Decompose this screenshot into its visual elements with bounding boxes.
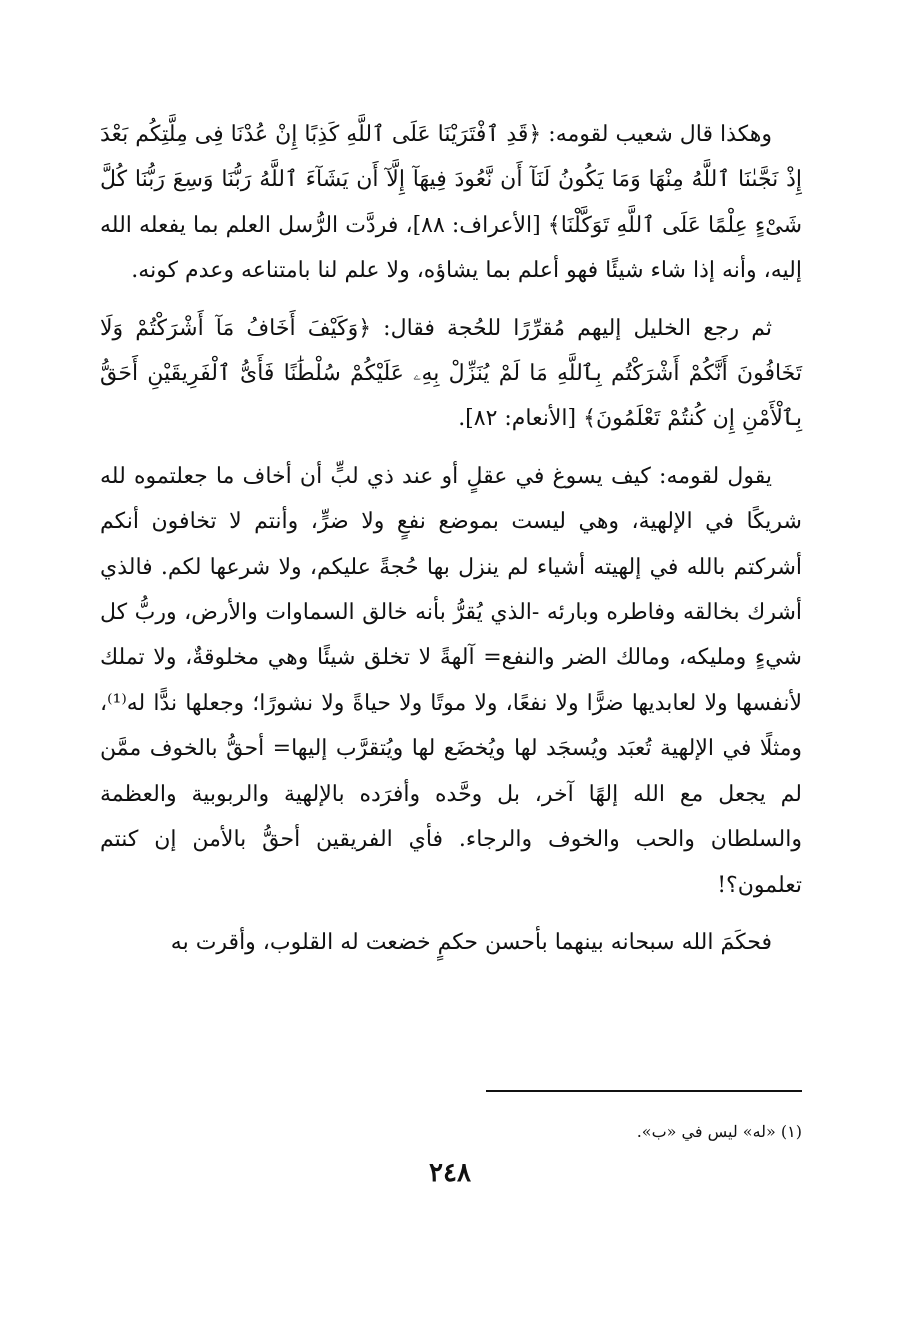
paragraph-shuayb: وهكذا قال شعيب لقومه: ﴿قَدِ ٱفْتَرَيْنَا عَلَى ٱللَّهِ كَذِبًا إِنْ عُدْنَا فِى مِلَّتِكُم بَعْدَ إِذْ نَجَّىٰنَا ٱللَّهُ مِنْهَا وَمَا يَكُونُ لَنَآ أَن نَّعُودَ فِيهَآ إِلَّآ أَن يَشَآءَ ٱللَّهُ رَبُّنَا وَسِعَ رَبُّنَا كُلَّ شَىْءٍ عِلْمًا عَلَى ٱللَّهِ تَوَكَّلْنَا﴾ [الأعراف: ٨٨]، فردَّت الرُّسل العلم بما يفعله الله إليه، وأنه إذا شاء شيئًا فهو أعلم بما يشاؤه، ولا علم لنا بامتناعه وعدم كونه.	[100, 122, 802, 284]
paragraph-judgment: فحكَمَ الله سبحانه بينهما بأحسن حكمٍ خضعت له القلوب، وأقرت به	[170, 929, 772, 955]
page-body	[100, 112, 802, 977]
footnote: (١) «له» ليس في «ب».	[636, 1122, 802, 1141]
footnote-divider	[486, 1090, 802, 1092]
page-number: ٢٤٨	[429, 1158, 471, 1188]
paragraph-khalil: ثم رجع الخليل إليهم مُقرِّرًا للحُجة فقال: ﴿وَكَيْفَ أَخَافُ مَآ أَشْرَكْتُمْ وَلَا تَخَافُونَ أَنَّكُمْ أَشْرَكْتُم بِٱللَّهِ مَا لَمْ يُنَزِّلْ بِهِۦ عَلَيْكُمْ سُلْطَٰنًا فَأَىُّ ٱلْفَرِيقَيْنِ أَحَقُّ بِٱلْأَمْنِ إِن كُنتُمْ تَعْلَمُونَ﴾ [الأنعام: ٨٢].	[100, 315, 802, 432]
paragraph-explanation: يقول لقومه: كيف يسوغ في عقلٍ أو عند ذي لبٍّ أن أخاف ما جعلتموه لله شريكًا في الإلهية، وهي ليست بموضع نفعٍ ولا ضرٍّ، وأنتم لا تخافون أنكم أشركتم بالله في إلهيته أشياء لم ينزل بها حُجةً عليكم، ولا شرعها لكم. فالذي أشرك بخالقه وفاطره وبارئه -الذي يُقرُّ بأنه خالق السماوات والأرض، وربُّ كل شيءٍ ومليكه، ومالك الضر والنفع= آلهةً لا تخلق شيئًا وهي مخلوقةٌ، ولا تملك لأنفسها ولا لعابديها ضرًّا ولا نفعًا، ولا موتًا ولا حياةً ولا نشورًا؛ وجعلها ندًّا له⁽¹⁾، ومثلًا في الإلهية تُعبَد ويُسجَد لها ويُخضَع لها ويُتقرَّب إليها= أحقُّ بالخوف ممَّن لم يجعل مع الله إلهًا آخر، بل وحَّده وأفرَده بالإلهية والربوبية والعظمة والسلطان والحب والخوف والرجاء. فأي الفريقين أحقُّ بالأمن إن كنتم تعلمون؟!	[100, 463, 802, 898]
